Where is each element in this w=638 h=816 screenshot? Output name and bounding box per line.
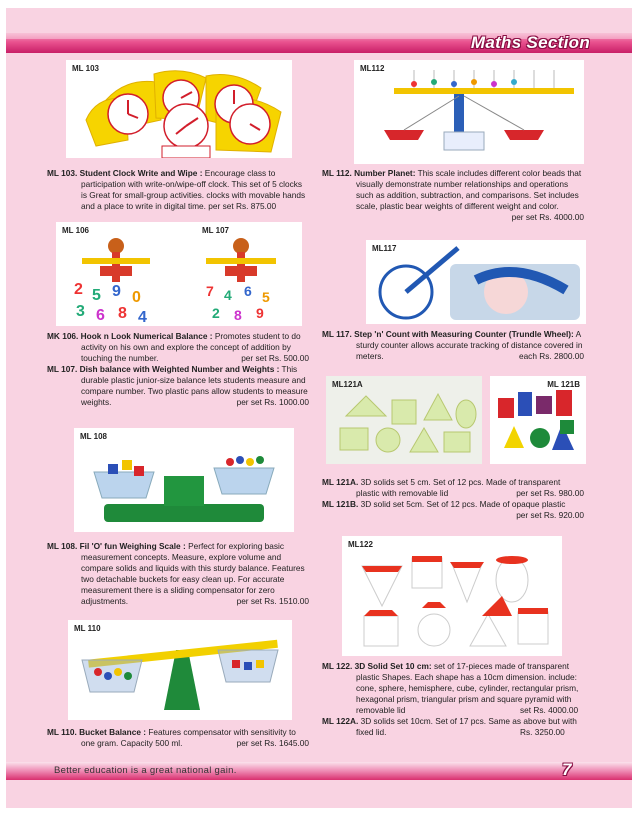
student-clock-image	[66, 60, 292, 158]
opaque-solids-image	[490, 376, 586, 464]
ml108-description	[47, 541, 309, 607]
image-code-label: ML117	[372, 244, 397, 253]
product-price: per set Rs. 980.00	[516, 488, 584, 498]
image-code-label: ML 106	[62, 226, 89, 235]
svg-text:6: 6	[96, 307, 105, 324]
product-code: ML 122A.	[322, 716, 359, 726]
svg-text:3: 3	[76, 303, 85, 320]
ml110-description	[47, 727, 309, 749]
transparent-solids-image	[326, 376, 482, 464]
trundle-wheel-image	[366, 240, 586, 324]
product-description: Promotes student to do activity on his own and explore the concept of addition by touching the number.	[81, 331, 301, 363]
product-description: Perfect for exploring basic measurement concepts. Measure, explore volume and compare solids and liquids with this sturdy balance. Features two detachable buckets for easy clean up. For accurate measurement there is a sliding compensator for zero adjustments.	[81, 541, 305, 606]
product-price: per set Rs. 875.00	[208, 201, 277, 211]
svg-text:9: 9	[112, 283, 121, 300]
product-code: ML 121B.	[322, 499, 359, 509]
product-code: ML 112.	[322, 168, 352, 178]
product-code: ML 122.	[322, 661, 353, 671]
image-code-label: ML 121B	[547, 380, 580, 389]
section-title: Maths Section	[470, 33, 590, 52]
product-price: per set Rs. 1645.00	[236, 738, 309, 748]
weighing-scale-image	[74, 428, 294, 532]
svg-text:8: 8	[118, 305, 127, 322]
svg-text:2: 2	[212, 305, 220, 321]
bucket-balance-image	[68, 620, 292, 720]
product-description: Encourage class to participation with write-on/wipe-off clock. This set of 5 clocks is Great for small-group activities. clocks with movable hands and a place to write in digital time.	[81, 168, 306, 211]
product-price: set Rs. 4000.00	[520, 705, 579, 715]
product-description: 3D solid set 5cm. Set of 12 pcs. Made of opaque plastic	[360, 499, 566, 509]
image-code-label: ML122	[348, 540, 373, 549]
clock-illustration	[66, 60, 292, 158]
footer-slogan: Better education is a great national gain.	[54, 765, 237, 776]
solid-set-illustration	[342, 536, 562, 656]
product-name: Fil 'O' fun Weighing Scale :	[79, 541, 186, 551]
svg-text:7: 7	[206, 283, 214, 299]
product-code: ML 108.	[47, 541, 78, 551]
product-name: Dish balance with Weighted Number and Weights :	[79, 364, 280, 374]
ml106-description	[47, 331, 309, 408]
svg-text:8: 8	[234, 307, 242, 323]
solid-set-10cm-image	[342, 536, 562, 656]
product-price: per set Rs. 500.00	[241, 353, 309, 363]
image-code-label: ML112	[360, 64, 385, 73]
product-price: per set Rs. 920.00	[516, 510, 584, 520]
product-code: ML 107.	[47, 364, 78, 374]
svg-text:5: 5	[262, 289, 270, 305]
svg-text:6: 6	[244, 283, 252, 299]
balance-illustration	[56, 222, 302, 326]
product-price: Rs. 3250.00	[520, 727, 565, 737]
image-code-label: ML 110	[74, 624, 101, 633]
page-number: 7	[562, 760, 572, 779]
product-code: ML 117.	[322, 329, 352, 339]
product-price: each Rs. 2800.00	[518, 351, 584, 361]
product-description: This scale includes different color beads that visually demonstrate number relationships and operations such as addition, subtraction, and comparisons. Set includes scale, plastic bear weights of different weight and color.	[356, 168, 582, 211]
product-description: This durable plastic junior-size balance lets students measure and compare number. Two plastic pans allow students to measure weights.	[81, 364, 308, 407]
product-name: 3D Solid Set 10 cm:	[354, 661, 432, 671]
product-name: Bucket Balance :	[79, 727, 147, 737]
product-description: set of 17-pieces made of transparent plastic Shapes. Each shape has a 10cm dimension. include: cone, sphere, hemisphere, cube, cylinder, rectangular prism, hexagonal prism, triangular prism and square pyramid with removable lid	[356, 661, 579, 715]
ml117-description	[322, 329, 584, 362]
trundle-wheel-illustration	[366, 240, 586, 324]
image-code-label: ML121A	[332, 380, 363, 389]
product-price: per set Rs. 4000.00	[511, 212, 584, 222]
product-description: A sturdy counter allows accurate tracking of distance covered in meters.	[356, 329, 583, 361]
product-description: 3D solids set 5 cm. Set of 12 pcs. Made of transparent plastic with removable lid	[356, 477, 561, 498]
product-description: Features compensator with sensitivity to one gram. Capacity 500 ml.	[81, 727, 296, 748]
product-name: Number Planet:	[354, 168, 416, 178]
numerical-balance-image	[56, 222, 302, 326]
product-code: ML 121A.	[322, 477, 359, 487]
number-planet-image	[354, 60, 584, 164]
product-code: ML 110.	[47, 727, 77, 737]
image-code-label: ML 103	[72, 64, 99, 73]
ml103-description	[47, 168, 309, 212]
product-code: MK 106.	[47, 331, 79, 341]
svg-text:2: 2	[74, 281, 83, 298]
bucket-balance-illustration	[68, 620, 292, 720]
product-name: Student Clock Write and Wipe :	[79, 168, 203, 178]
product-name: Step 'n' Count with Measuring Counter (Trundle Wheel):	[354, 329, 574, 339]
ml121-description	[322, 477, 584, 521]
product-code: ML 103.	[47, 168, 78, 178]
svg-text:0: 0	[132, 289, 141, 306]
svg-text:4: 4	[138, 309, 147, 326]
ml112-description	[322, 168, 584, 223]
svg-text:4: 4	[224, 287, 232, 303]
product-description: 3D solids set 10cm. Set of 17 pcs. Same as above but with fixed lid.	[356, 716, 577, 737]
weighing-scale-illustration	[74, 428, 294, 532]
product-price: per set Rs. 1000.00	[236, 397, 309, 407]
svg-text:5: 5	[92, 287, 101, 304]
product-price: per set Rs. 1510.00	[236, 596, 309, 606]
ml122-description	[322, 661, 584, 738]
image-code-label: ML 108	[80, 432, 107, 441]
opaque-solids-illustration	[490, 376, 586, 464]
number-planet-illustration	[354, 60, 584, 164]
product-name: Hook n Look Numerical Balance :	[80, 331, 213, 341]
svg-text:9: 9	[256, 305, 264, 321]
transparent-solids-illustration	[326, 376, 482, 464]
image-code-label: ML 107	[202, 226, 229, 235]
